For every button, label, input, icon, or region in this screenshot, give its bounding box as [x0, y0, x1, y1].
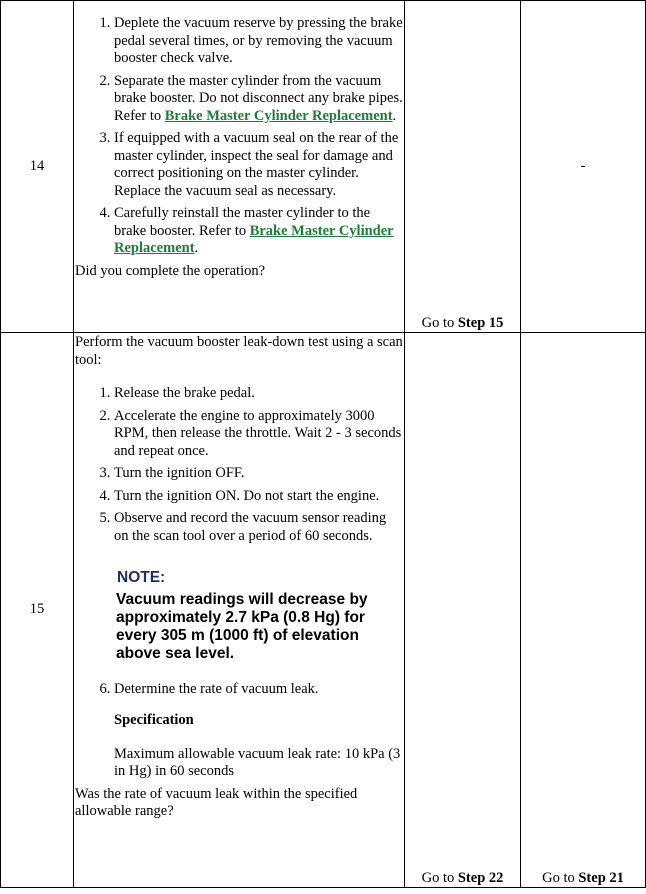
list-item: 2. Separate the master cylinder from the vacuum brake booster. Do not disconnect any brake pipes. Refer to Brake Master Cylinder Replacement.: [114, 73, 404, 126]
table-row-step-14: [1, 1, 646, 333]
step-question: Was the rate of vacuum leak within the specified allowable range?: [75, 785, 358, 819]
yes-result-cell: Go to Step 22: [405, 333, 521, 888]
list-item: 6. Determine the rate of vacuum leak. Specification Maximum allowable vacuum leak rate: 10 kPa (3 in Hg) in 60 seconds: [114, 681, 404, 781]
step-number: 14: [1, 1, 74, 333]
brake-master-cylinder-replacement-link[interactable]: Brake Master Cylinder Replacement: [164, 107, 393, 124]
action-cell: [74, 333, 405, 888]
step-intro: Perform the vacuum booster leak-down test using a scan tool:: [75, 334, 403, 368]
list-item: 5. Observe and record the vacuum sensor reading on the scan tool over a period of 60 seconds. NOTE: Vacuum readings will decrease by approximately 2.7 kPa (0.8 Hg) for every 305 m (1000 ft) of elevation above sea level.: [114, 510, 404, 663]
no-result-cell: Go to Step 21: [521, 333, 646, 888]
list-item: 4. Carefully reinstall the master cylinder to the brake booster. Refer to Brake Master Cylinder Replacement.: [114, 205, 404, 258]
list-item: 4. Turn the ignition ON. Do not start the engine.: [114, 488, 404, 506]
yes-result-cell: Go to Step 15: [405, 1, 521, 333]
list-item: 3. Turn the ignition OFF.: [114, 465, 404, 483]
list-item: 1. Release the brake pedal.: [114, 385, 404, 403]
procedure-list: [74, 385, 404, 786]
action-cell: [74, 1, 405, 333]
note-body: Vacuum readings will decrease by approximately 2.7 kPa (0.8 Hg) for every 305 m (1000 ft) of elevation above sea level.: [116, 590, 368, 662]
list-item: 1. Deplete the vacuum reserve by pressing the brake pedal several times, or by removing the vacuum booster check valve.: [114, 15, 404, 68]
brake-master-cylinder-replacement-link[interactable]: Brake Master Cylinder Replacement: [114, 222, 394, 256]
table-row-step-15: [1, 333, 646, 888]
go-to-step-22-link[interactable]: Step 22: [457, 869, 504, 886]
go-to-step-21-link[interactable]: Step 21: [578, 869, 624, 886]
procedure-list: [74, 15, 404, 263]
no-result-cell: -: [521, 1, 646, 333]
go-to-step-15-link[interactable]: Step 15: [457, 314, 504, 331]
specification-title: Specification: [114, 712, 194, 728]
note-title: NOTE:: [117, 569, 166, 586]
list-item: 3. If equipped with a vacuum seal on the rear of the master cylinder, inspect the seal for damage and correct positioning on the master cylinder. Replace the vacuum seal as necessary.: [114, 130, 404, 200]
list-item: 2. Accelerate the engine to approximately 3000 RPM, then release the throttle. Wait 2 - 3 seconds and repeat once.: [114, 408, 404, 461]
specification-body: Maximum allowable vacuum leak rate: 10 kPa (3 in Hg) in 60 seconds: [114, 745, 401, 779]
step-number: 15: [1, 333, 74, 888]
step-question: Did you complete the operation?: [75, 262, 266, 279]
